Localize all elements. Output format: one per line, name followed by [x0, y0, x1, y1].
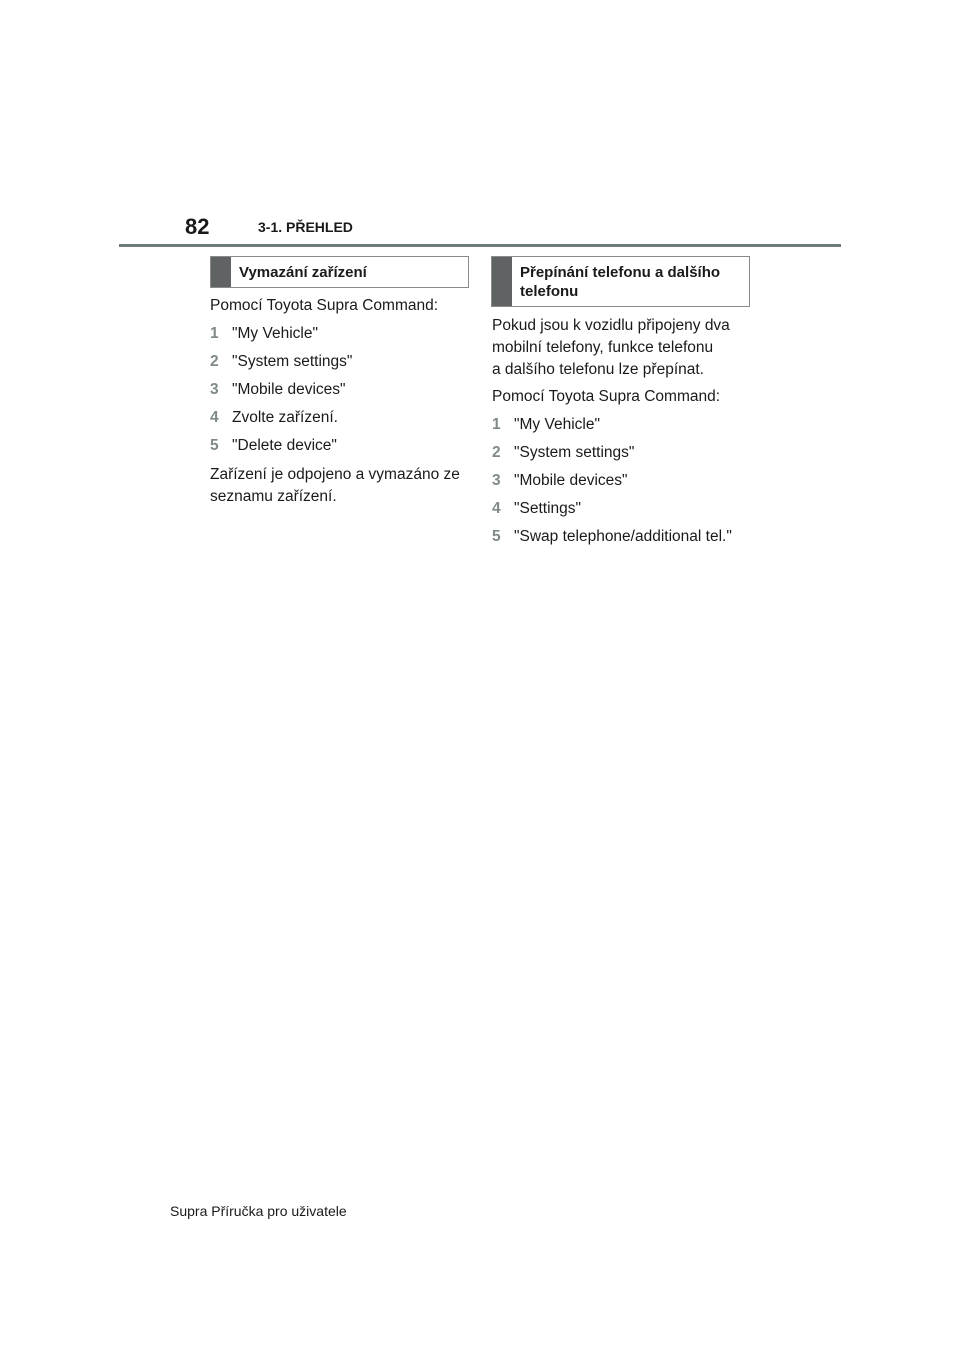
step-item [492, 471, 757, 491]
step-text: "System settings" [514, 444, 635, 461]
footer-text: Supra Příručka pro uživatele [170, 1203, 347, 1219]
step-item [210, 436, 475, 456]
step-item [492, 415, 757, 435]
step-item [492, 499, 757, 519]
note-text-line: seznamu zařízení. [210, 488, 337, 505]
step-number: 5 [210, 437, 219, 454]
step-item [492, 527, 757, 547]
heading-swap-phone [491, 256, 750, 307]
note-text-line: Zařízení je odpojeno a vymazáno ze [210, 466, 460, 483]
step-item [210, 380, 475, 400]
heading-delete-device [210, 256, 469, 288]
step-number: 4 [492, 500, 501, 517]
step-text: "Swap telephone/additional tel." [514, 528, 732, 545]
section-title: 3-1. PŘEHLED [258, 219, 353, 235]
step-number: 2 [210, 353, 219, 370]
intro-text: Pomocí Toyota Supra Command: [210, 297, 439, 314]
step-number: 1 [492, 416, 501, 433]
step-item [492, 443, 757, 463]
page-number: 82 [185, 214, 210, 239]
step-text: "Mobile devices" [232, 381, 346, 398]
step-text: "Delete device" [232, 437, 337, 454]
heading-bar [211, 257, 231, 287]
intro-text: Pomocí Toyota Supra Command: [492, 388, 721, 405]
right-column [492, 315, 757, 555]
header-divider [119, 244, 841, 247]
step-text: "My Vehicle" [232, 325, 318, 342]
step-text: "System settings" [232, 353, 353, 370]
paragraph-line: a dalšího telefonu lze přepínat. [492, 361, 704, 378]
step-number: 1 [210, 325, 219, 342]
step-number: 3 [492, 472, 501, 489]
step-text: "My Vehicle" [514, 416, 600, 433]
heading-text [512, 257, 728, 306]
step-number: 2 [492, 444, 501, 461]
paragraph-line: Pokud jsou k vozidlu připojeny dva [492, 317, 730, 334]
step-item [210, 408, 475, 428]
step-number: 3 [210, 381, 219, 398]
step-number: 4 [210, 409, 219, 426]
step-item [210, 352, 475, 372]
step-text: Zvolte zařízení. [232, 409, 338, 426]
heading-bar [492, 257, 512, 306]
paragraph-line: mobilní telefony, funkce telefonu [492, 339, 714, 356]
heading-text: Vymazání zařízení [239, 264, 367, 281]
left-column [210, 296, 475, 508]
heading-text-line: Přepínání telefonu a dalšího [520, 263, 721, 281]
step-text: "Mobile devices" [514, 472, 628, 489]
step-item [210, 324, 475, 344]
step-number: 5 [492, 528, 501, 545]
step-text: "Settings" [514, 500, 582, 517]
heading-text-line: telefonu [520, 282, 579, 300]
